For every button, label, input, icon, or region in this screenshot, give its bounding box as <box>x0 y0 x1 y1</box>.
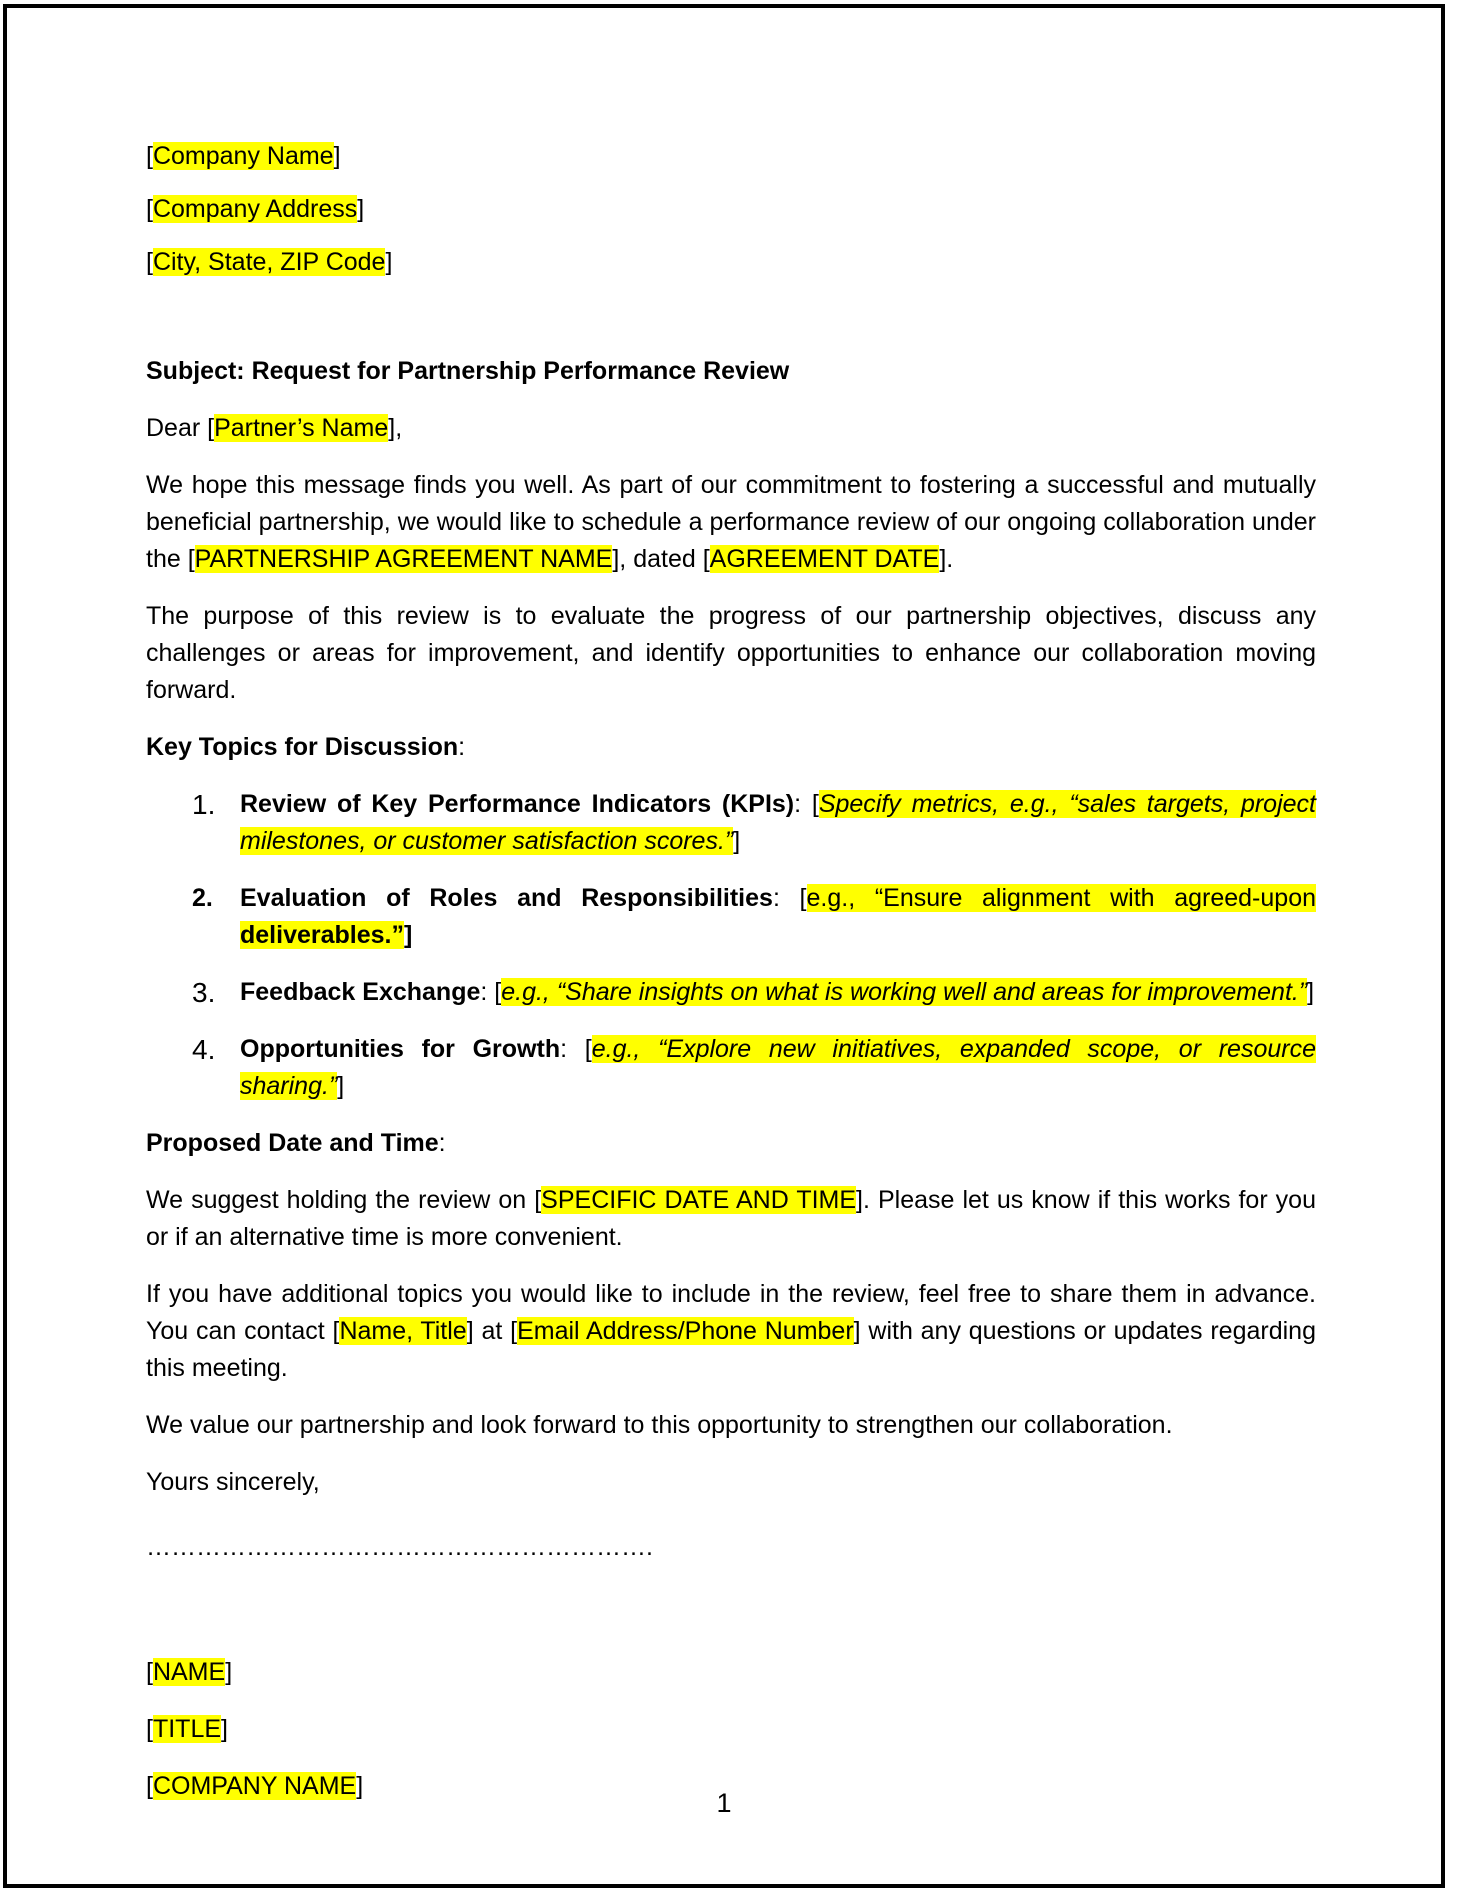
placeholder-topic-2a: e.g., “Ensure alignment with agreed-upon <box>806 884 1317 912</box>
placeholder-partner-name: Partner’s Name <box>214 414 389 442</box>
placeholder-contact-info: Email Address/Phone Number <box>517 1317 854 1345</box>
page-number: 1 <box>716 1788 732 1818</box>
intro-text-c: ]. <box>939 545 954 573</box>
salutation <box>146 410 1316 447</box>
address-company-address: [Company Address] <box>146 195 365 223</box>
topic-number-4: 4. <box>192 1034 216 1065</box>
placeholder-topic-3: e.g., “Share insights on what is working well and areas for improvement.” <box>501 978 1308 1006</box>
date-text-a: We suggest holding the review on [ <box>146 1186 542 1214</box>
topic-title-1: Review of Key Performance Indicators (KPIs) <box>240 790 795 818</box>
topic-item-4: 4. Opportunities for Growth: [e.g., “Explore new initiatives, expanded scope, or resource sharing.”] <box>146 1031 1316 1105</box>
salutation-prefix: Dear [ <box>146 414 215 442</box>
topic-title-3: Feedback Exchange <box>240 978 481 1006</box>
topics-heading-text: Key Topics for Discussion <box>146 733 459 761</box>
placeholder-contact-name: Name, Title <box>339 1317 467 1345</box>
placeholder-topic-4: e.g., “Explore new initiatives, expanded scope, or resource sharing.” <box>240 1035 1316 1100</box>
date-text-b: ]. Please let us know if this works for you or if an alternative time is more convenient. <box>146 1186 1316 1251</box>
topic-item-3: 3. Feedback Exchange: [e.g., “Share insights on what is working well and areas for improvement.”] <box>146 974 1316 1011</box>
paragraph-contact <box>146 1276 1316 1387</box>
topic-item-1: 1. Review of Key Performance Indicators (KPIs): [Specify metrics, e.g., “sales targets, project milestones, or customer satisfaction scores.”] <box>146 786 1316 860</box>
placeholder-company-address: Company Address <box>152 195 358 223</box>
placeholder-topic-2b: deliverables.” <box>240 921 404 949</box>
placeholder-signer-company: COMPANY NAME <box>152 1772 357 1800</box>
contact-text-b: ] at [ <box>466 1317 518 1345</box>
placeholder-agreement-name: PARTNERSHIP AGREEMENT NAME <box>194 545 613 573</box>
placeholder-city-state-zip: City, State, ZIP Code <box>152 248 386 276</box>
intro-text-a: We hope this message finds you well. As part of our commitment to fostering a successful and mutually beneficial partnership, we would like to schedule a performance review of our ongoing collaboration under the [ <box>146 471 1316 573</box>
topic-number-1: 1. <box>192 789 216 820</box>
topic-item-2: 2. Evaluation of Roles and Responsibilities: [e.g., “Ensure alignment with agreed-upon deliverables.”] <box>146 880 1316 954</box>
closing: Yours sincerely, <box>146 1468 320 1496</box>
intro-text-b: ], dated [ <box>612 545 710 573</box>
salutation-suffix: ], <box>388 414 403 442</box>
address-company-name: [Company Name] <box>146 142 341 170</box>
paragraph-value: We value our partnership and look forward to this opportunity to strengthen our collaboration. <box>146 1411 1173 1439</box>
topic-title-4: Opportunities for Growth <box>240 1035 561 1063</box>
contact-text-a: If you have additional topics you would like to include in the review, feel free to share them in advance. You can contact [ <box>146 1280 1316 1345</box>
contact-text-c: ] with any questions or updates regarding this meeting. <box>146 1317 1316 1382</box>
subject-line: Subject: Request for Partnership Performance Review <box>146 357 790 385</box>
date-heading: Proposed Date and Time: <box>146 1129 446 1157</box>
signature-name: [NAME] <box>146 1658 233 1686</box>
signature-line: ……………………………………………………. <box>146 1533 653 1561</box>
paragraph-purpose: The purpose of this review is to evaluate the progress of our partnership objectives, discuss any challenges or areas for improvement, and identify opportunities to enhance our collaboration moving forward. <box>146 602 1316 704</box>
placeholder-date-time: SPECIFIC DATE AND TIME <box>541 1186 857 1214</box>
paragraph-intro <box>146 467 1316 578</box>
document-page <box>3 4 1445 1888</box>
topic-number-2: 2. <box>192 884 213 912</box>
placeholder-signer-title: TITLE <box>152 1715 222 1743</box>
signature-company: [COMPANY NAME] <box>146 1772 364 1800</box>
topic-number-3: 3. <box>192 977 216 1008</box>
date-heading-text: Proposed Date and Time <box>146 1129 439 1157</box>
letter-body <box>146 138 1316 1825</box>
placeholder-topic-1: Specify metrics, e.g., “sales targets, project milestones, or customer satisfaction scores.” <box>240 790 1316 855</box>
placeholder-agreement-date: AGREEMENT DATE <box>709 545 940 573</box>
topics-list <box>146 786 1316 1105</box>
signature-title: [TITLE] <box>146 1715 228 1743</box>
topics-heading: Key Topics for Discussion: <box>146 733 466 761</box>
address-city-state-zip: [City, State, ZIP Code] <box>146 248 393 276</box>
paragraph-date <box>146 1182 1316 1256</box>
placeholder-signer-name: NAME <box>152 1658 226 1686</box>
topic-title-2: Evaluation of Roles and Responsibilities <box>240 884 773 912</box>
placeholder-company-name: Company Name <box>152 142 334 170</box>
